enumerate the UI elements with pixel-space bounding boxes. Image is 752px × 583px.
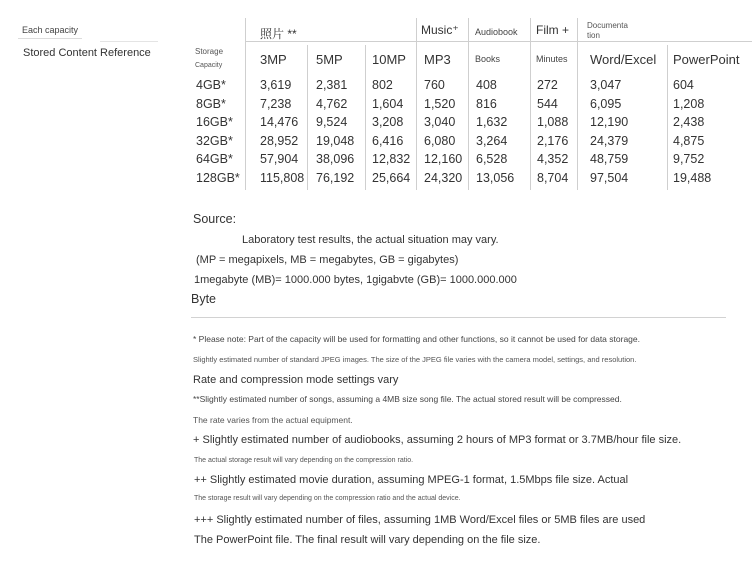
source-line-2: (MP = megapixels, MB = megabytes, GB = gigabytes)	[196, 254, 459, 266]
column-divider	[577, 18, 578, 190]
capacity-cell: 64GB*	[196, 152, 233, 166]
value-cell: 48,759	[590, 152, 629, 166]
value-cell: 6,416	[372, 133, 404, 148]
value-cell: 1,604	[372, 96, 404, 111]
table-header-rule	[246, 41, 752, 42]
stored-content-reference-label: Stored Content Reference	[23, 47, 151, 59]
value-cell: 9,752	[673, 152, 705, 166]
value-cell: 97,504	[590, 170, 629, 185]
source-line-1: Laboratory test results, the actual situation may vary.	[242, 234, 499, 246]
value-cell: 2,381	[316, 78, 348, 92]
value-cell: 38,096	[316, 152, 355, 166]
source-label: Source:	[193, 212, 237, 226]
value-cell: 115,808	[260, 170, 305, 185]
value-cell: 3,040	[424, 115, 456, 129]
value-cell: 272	[537, 78, 558, 92]
capacity-cell: 32GB*	[196, 133, 233, 148]
value-cell: 2,176	[537, 133, 569, 148]
documentation-header: Documenta tion	[587, 21, 628, 40]
col-header-10mp: 10MP	[372, 52, 406, 67]
col-header-books: Books	[475, 54, 501, 64]
value-cell: 1,520	[424, 96, 456, 111]
note-files: +++ Slightly estimated number of files, assuming 1MB Word/Excel files or 5MB files are used	[194, 514, 646, 526]
each-capacity-label: Each capacity	[22, 25, 79, 35]
value-cell: 604	[673, 78, 694, 92]
value-cell: 14,476	[260, 115, 299, 129]
storage-label: Storage	[195, 47, 224, 56]
col-header-mp3: MP3	[424, 52, 451, 67]
value-cell: 6,095	[590, 96, 622, 111]
section-divider	[191, 317, 726, 318]
value-cell: 24,379	[590, 133, 629, 148]
value-cell: 4,875	[673, 133, 705, 148]
column-divider	[416, 18, 417, 190]
value-cell: 19,488	[673, 170, 712, 185]
col-header-minutes: Minutes	[536, 54, 568, 64]
capacity-cell: 4GB*	[196, 78, 226, 92]
capacity-cell: 128GB*	[196, 170, 240, 185]
audiobook-header: Audiobook	[475, 27, 518, 37]
value-cell: 816	[476, 96, 497, 111]
value-cell: 3,208	[372, 115, 404, 129]
value-cell: 8,704	[537, 170, 569, 185]
column-divider	[245, 18, 246, 190]
value-cell: 24,320	[424, 170, 463, 185]
value-cell: 4,762	[316, 96, 348, 111]
capacity-cell: 8GB*	[196, 96, 226, 111]
value-cell: 1,088	[537, 115, 569, 129]
divider	[100, 41, 158, 42]
note-songs: **Slightly estimated number of songs, assuming a 4MB size song file. The actual stored result will be compressed.	[193, 394, 622, 404]
value-cell: 9,524	[316, 115, 348, 129]
value-cell: 76,192	[316, 170, 355, 185]
col-header-word-excel: Word/Excel	[590, 52, 657, 67]
note-audiobooks: + Slightly estimated number of audiobooks, assuming 2 hours of MP3 format or 3.7MB/hour file size.	[193, 434, 682, 446]
note-movie-storage: The storage result will vary depending on the compression ratio and the actual device.	[194, 495, 461, 502]
value-cell: 2,438	[673, 115, 705, 129]
value-cell: 3,619	[260, 78, 292, 92]
note-rate-equipment: The rate varies from the actual equipment.	[193, 415, 353, 425]
note-jpeg: Slightly estimated number of standard JPEG images. The size of the JPEG file varies with the camera model, settings, and resolution.	[193, 355, 637, 364]
col-header-3mp: 3MP	[260, 52, 287, 67]
value-cell: 3,047	[590, 78, 622, 92]
note-capacity: * Please note: Part of the capacity will be used for formatting and other functions, so it cannot be used for data storage.	[193, 334, 640, 344]
value-cell: 4,352	[537, 152, 569, 166]
film-header: Film +	[536, 23, 569, 37]
value-cell: 13,056	[476, 170, 515, 185]
value-cell: 57,904	[260, 152, 299, 166]
byte-label: Byte	[191, 292, 217, 306]
value-cell: 1,208	[673, 96, 705, 111]
value-cell: 3,264	[476, 133, 508, 148]
value-cell: 408	[476, 78, 497, 92]
value-cell: 12,160	[424, 152, 463, 166]
column-divider	[307, 45, 308, 190]
value-cell: 1,632	[476, 115, 508, 129]
value-cell: 7,238	[260, 96, 292, 111]
value-cell: 28,952	[260, 133, 299, 148]
value-cell: 6,528	[476, 152, 508, 166]
column-divider	[667, 45, 668, 190]
column-divider	[468, 18, 469, 190]
column-divider	[530, 18, 531, 190]
value-cell: 12,832	[372, 152, 411, 166]
value-cell: 6,080	[424, 133, 456, 148]
divider	[18, 38, 82, 39]
capacity-label: Capacity	[195, 62, 223, 69]
value-cell: 760	[424, 78, 445, 92]
col-header-powerpoint: PowerPoint	[673, 52, 740, 67]
source-line-3: 1megabyte (MB)= 1000.000 bytes, 1gigabvte (GB)= 1000.000.000	[194, 274, 517, 286]
photos-header: 照片 **	[260, 27, 297, 41]
value-cell: 12,190	[590, 115, 629, 129]
value-cell: 25,664	[372, 170, 411, 185]
col-header-5mp: 5MP	[316, 52, 343, 67]
column-divider	[365, 45, 366, 190]
value-cell: 802	[372, 78, 393, 92]
note-powerpoint: The PowerPoint file. The final result will vary depending on the file size.	[194, 534, 541, 546]
value-cell: 544	[537, 96, 558, 111]
value-cell: 19,048	[316, 133, 355, 148]
note-audiobook-storage: The actual storage result will vary depending on the compression ratio.	[194, 457, 414, 464]
note-movie: ++ Slightly estimated movie duration, assuming MPEG-1 format, 1.5Mbps file size. Actual	[194, 474, 629, 486]
capacity-cell: 16GB*	[196, 115, 233, 129]
music-header: Music⁺	[421, 23, 459, 37]
note-rate-compression: Rate and compression mode settings vary	[193, 374, 399, 386]
